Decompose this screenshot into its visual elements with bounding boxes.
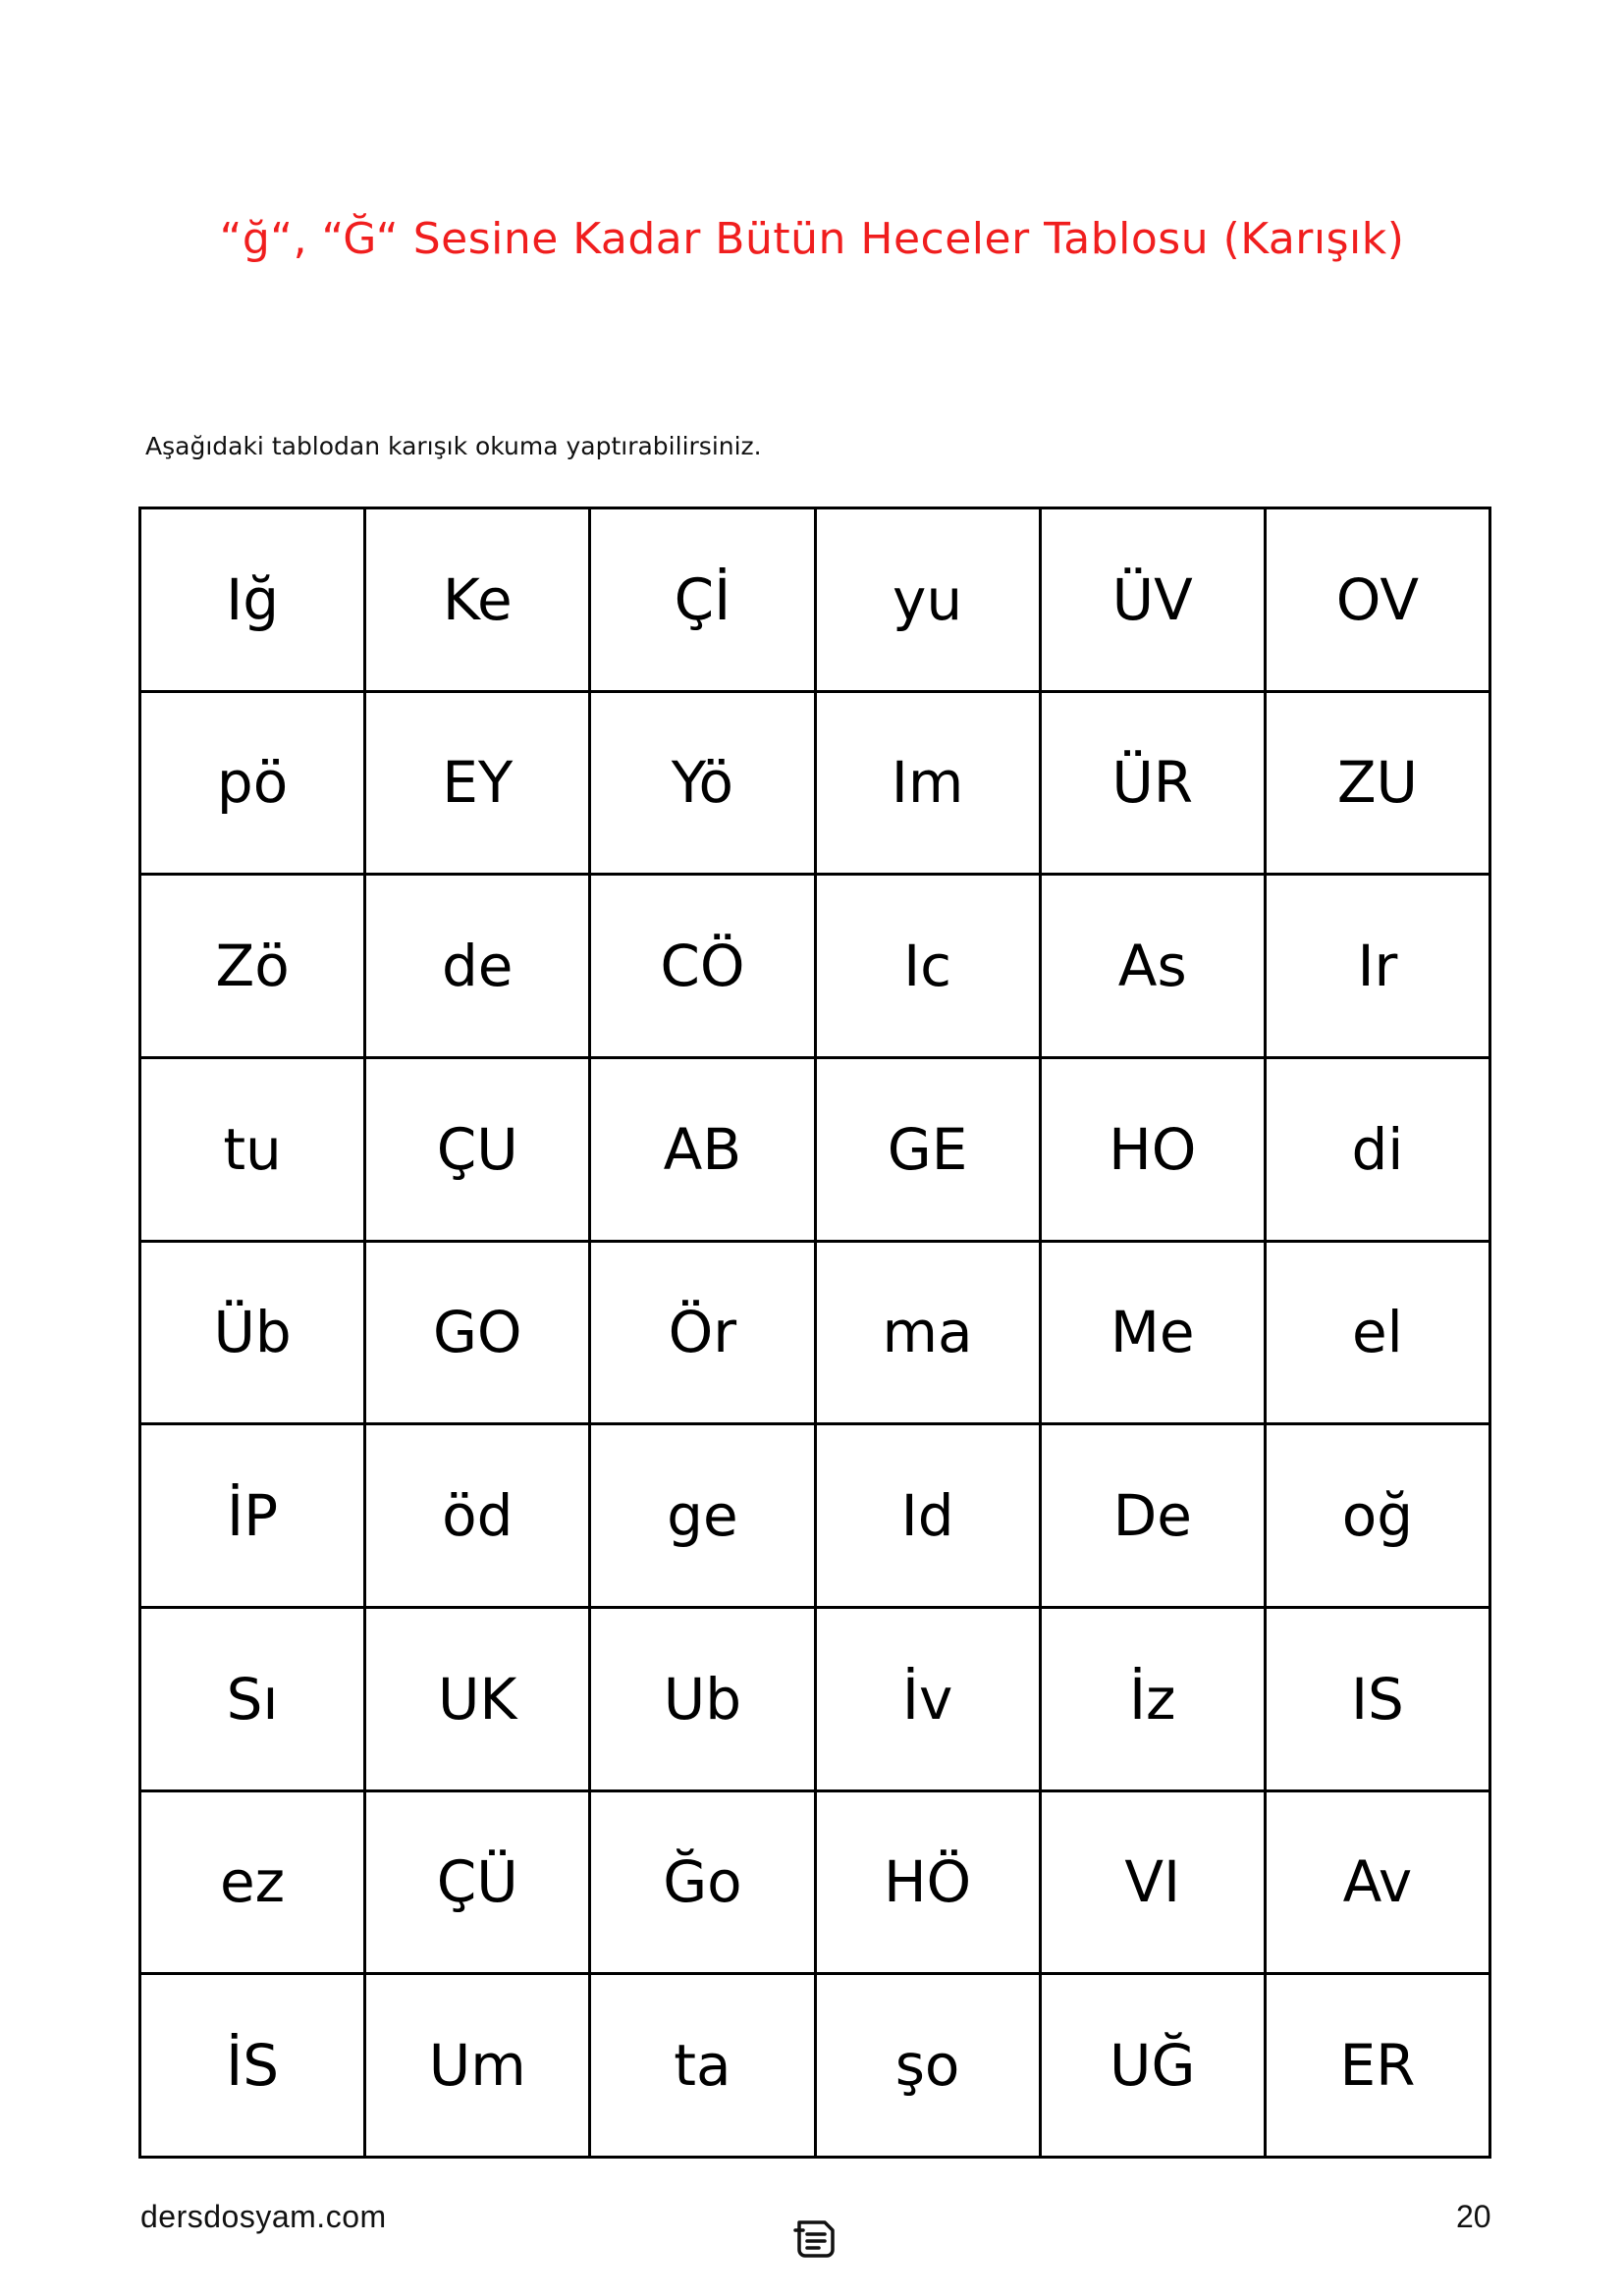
syllable-cell: GO bbox=[366, 1243, 591, 1426]
syllable-cell: ER bbox=[1267, 1975, 1491, 2159]
syllable-cell: AB bbox=[591, 1059, 816, 1243]
syllable-cell: ma bbox=[817, 1243, 1042, 1426]
syllable-cell: ÇÜ bbox=[366, 1792, 591, 1976]
footer-site-name: dersdosyam.com bbox=[140, 2199, 387, 2234]
syllable-cell: As bbox=[1042, 876, 1267, 1059]
syllable-cell: Ir bbox=[1267, 876, 1491, 1059]
syllable-cell: Me bbox=[1042, 1243, 1267, 1426]
syllable-cell: ez bbox=[141, 1792, 366, 1976]
syllable-cell: Yö bbox=[591, 693, 816, 877]
syllable-cell: Üb bbox=[141, 1243, 366, 1426]
syllable-cell: Im bbox=[817, 693, 1042, 877]
syllable-cell: Ke bbox=[366, 509, 591, 693]
syllable-cell: CÖ bbox=[591, 876, 816, 1059]
syllable-cell: ÇU bbox=[366, 1059, 591, 1243]
syllable-cell: yu bbox=[817, 509, 1042, 693]
syllable-cell: Iğ bbox=[141, 509, 366, 693]
syllable-cell: GE bbox=[817, 1059, 1042, 1243]
document-lines-icon bbox=[793, 2218, 839, 2260]
syllable-cell: ZU bbox=[1267, 693, 1491, 877]
syllable-cell: EY bbox=[366, 693, 591, 877]
syllable-cell: ÜR bbox=[1042, 693, 1267, 877]
syllable-cell: Av bbox=[1267, 1792, 1491, 1976]
syllable-cell: oğ bbox=[1267, 1425, 1491, 1609]
syllable-cell: Ör bbox=[591, 1243, 816, 1426]
syllable-cell: Ic bbox=[817, 876, 1042, 1059]
syllable-cell: Çİ bbox=[591, 509, 816, 693]
syllable-cell: Zö bbox=[141, 876, 366, 1059]
syllable-cell: ÜV bbox=[1042, 509, 1267, 693]
instruction-text: Aşağıdaki tablodan karışık okuma yaptırabilirsiniz. bbox=[145, 432, 762, 460]
syllable-cell: İS bbox=[141, 1975, 366, 2159]
syllable-cell: Ub bbox=[591, 1609, 816, 1792]
syllable-cell: öd bbox=[366, 1425, 591, 1609]
syllable-cell: ge bbox=[591, 1425, 816, 1609]
syllable-cell: pö bbox=[141, 693, 366, 877]
syllable-table bbox=[138, 507, 1491, 2159]
syllable-cell: ta bbox=[591, 1975, 816, 2159]
page-title: “ğ“, “Ğ“ Sesine Kadar Bütün Heceler Tablosu (Karışık) bbox=[219, 214, 1405, 264]
syllable-cell: HO bbox=[1042, 1059, 1267, 1243]
syllable-cell: De bbox=[1042, 1425, 1267, 1609]
syllable-cell: de bbox=[366, 876, 591, 1059]
syllable-cell: İz bbox=[1042, 1609, 1267, 1792]
syllable-cell: İv bbox=[817, 1609, 1042, 1792]
syllable-cell: VI bbox=[1042, 1792, 1267, 1976]
syllable-cell: UĞ bbox=[1042, 1975, 1267, 2159]
syllable-cell: Sı bbox=[141, 1609, 366, 1792]
syllable-cell: IS bbox=[1267, 1609, 1491, 1792]
syllable-cell: şo bbox=[817, 1975, 1042, 2159]
syllable-cell: İP bbox=[141, 1425, 366, 1609]
syllable-cell: UK bbox=[366, 1609, 591, 1792]
syllable-cell: HÖ bbox=[817, 1792, 1042, 1976]
syllable-cell: OV bbox=[1267, 509, 1491, 693]
syllable-cell: tu bbox=[141, 1059, 366, 1243]
syllable-cell: el bbox=[1267, 1243, 1491, 1426]
page-number: 20 bbox=[1456, 2199, 1491, 2234]
syllable-cell: Id bbox=[817, 1425, 1042, 1609]
syllable-cell: Ğo bbox=[591, 1792, 816, 1976]
syllable-cell: Um bbox=[366, 1975, 591, 2159]
syllable-cell: di bbox=[1267, 1059, 1491, 1243]
